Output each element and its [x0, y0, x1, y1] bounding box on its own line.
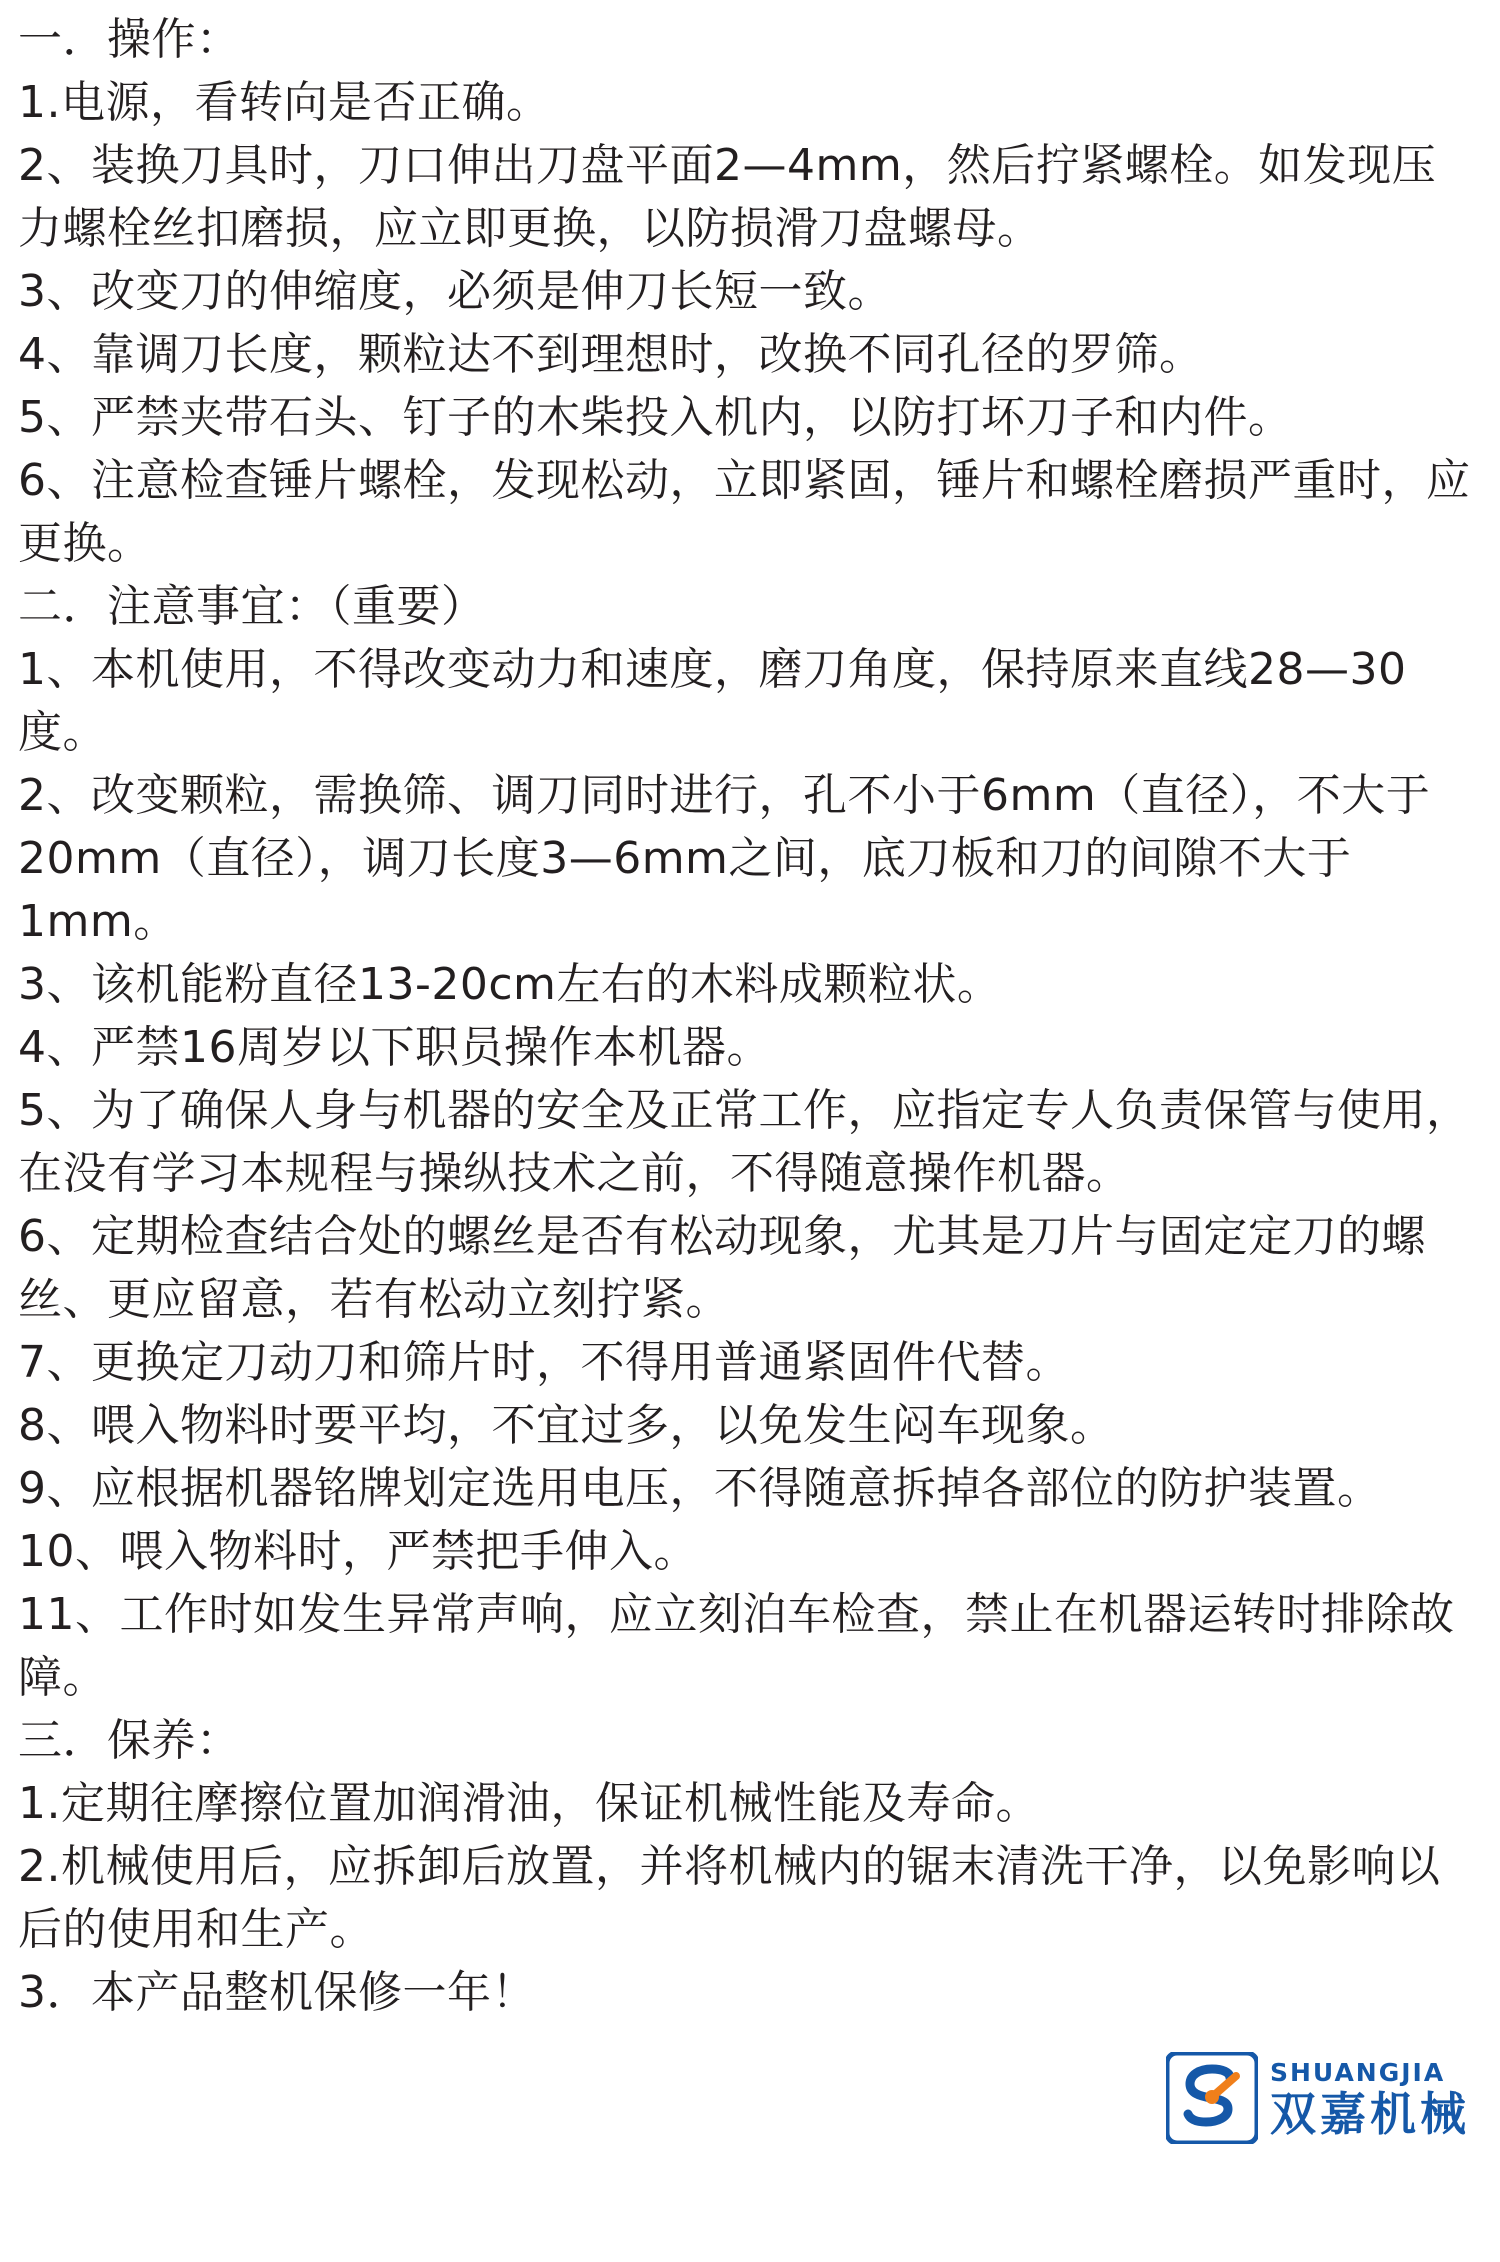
company-logo	[1166, 2052, 1470, 2144]
paragraph: 6、注意检查锤片螺栓，发现松动，立即紧固，锤片和螺栓磨损严重时，应更换。	[18, 455, 1471, 569]
logo-text	[1270, 2057, 1470, 2141]
paragraph: 4、严禁16周岁以下职员操作本机器。	[18, 1022, 771, 1073]
paragraph: 3．本产品整机保修一年！	[18, 1967, 536, 2018]
paragraph: 3、改变刀的伸缩度，必须是伸刀长短一致。	[18, 266, 892, 317]
paragraph: 5、严禁夹带石头、钉子的木柴投入机内，以防打坏刀子和内件。	[18, 392, 1293, 443]
paragraph: 6、定期检查结合处的螺丝是否有松动现象，尤其是刀片与固定定刀的螺丝、更应留意，若有松动立刻拧紧。	[18, 1211, 1426, 1325]
paragraph: 4、靠调刀长度，颗粒达不到理想时，改换不同孔径的罗筛。	[18, 329, 1204, 380]
document-body	[18, 8, 1472, 2024]
paragraph: 8、喂入物料时要平均，不宜过多，以免发生闷车现象。	[18, 1400, 1115, 1451]
logo-chinese: 双嘉机械	[1270, 2086, 1470, 2141]
paragraph: 1.电源，看转向是否正确。	[18, 77, 551, 128]
paragraph: 1.定期往摩擦位置加润滑油，保证机械性能及寿命。	[18, 1778, 1040, 1829]
paragraph: 1、本机使用，不得改变动力和速度，磨刀角度，保持原来直线28—30度。	[18, 644, 1407, 758]
section-heading: 三．保养：	[18, 1715, 241, 1766]
paragraph: 2、改变颗粒，需换筛、调刀同时进行，孔不小于6mm（直径），不大于20mm（直径），调刀长度3—6mm之间，底刀板和刀的间隙不大于1mm。	[18, 770, 1431, 947]
paragraph: 5、为了确保人身与机器的安全及正常工作，应指定专人负责保管与使用，在没有学习本规程与操纵技术之前，不得随意操作机器。	[18, 1085, 1471, 1199]
paragraph: 7、更换定刀动刀和筛片时，不得用普通紧固件代替。	[18, 1337, 1070, 1388]
paragraph: 9、应根据机器铭牌划定选用电压，不得随意拆掉各部位的防护装置。	[18, 1463, 1382, 1514]
paragraph: 2、装换刀具时，刀口伸出刀盘平面2—4mm，然后拧紧螺栓。如发现压力螺栓丝扣磨损，应立即更换，以防损滑刀盘螺母。	[18, 140, 1437, 254]
paragraph: 2.机械使用后，应拆卸后放置，并将机械内的锯末清洗干净，以免影响以后的使用和生产。	[18, 1841, 1441, 1955]
section-heading: 一．操作：	[18, 14, 241, 65]
section-heading: 二．注意事宜：（重要）	[18, 581, 486, 632]
paragraph: 11、工作时如发生异常声响，应立刻泊车检查，禁止在机器运转时排除故障。	[18, 1589, 1455, 1703]
shuangjia-logo-icon	[1166, 2052, 1258, 2144]
logo-english: SHUANGJIA	[1270, 2057, 1446, 2087]
paragraph: 3、该机能粉直径13-20cm左右的木料成颗粒状。	[18, 959, 1002, 1010]
paragraph: 10、喂入物料时，严禁把手伸入。	[18, 1526, 698, 1577]
